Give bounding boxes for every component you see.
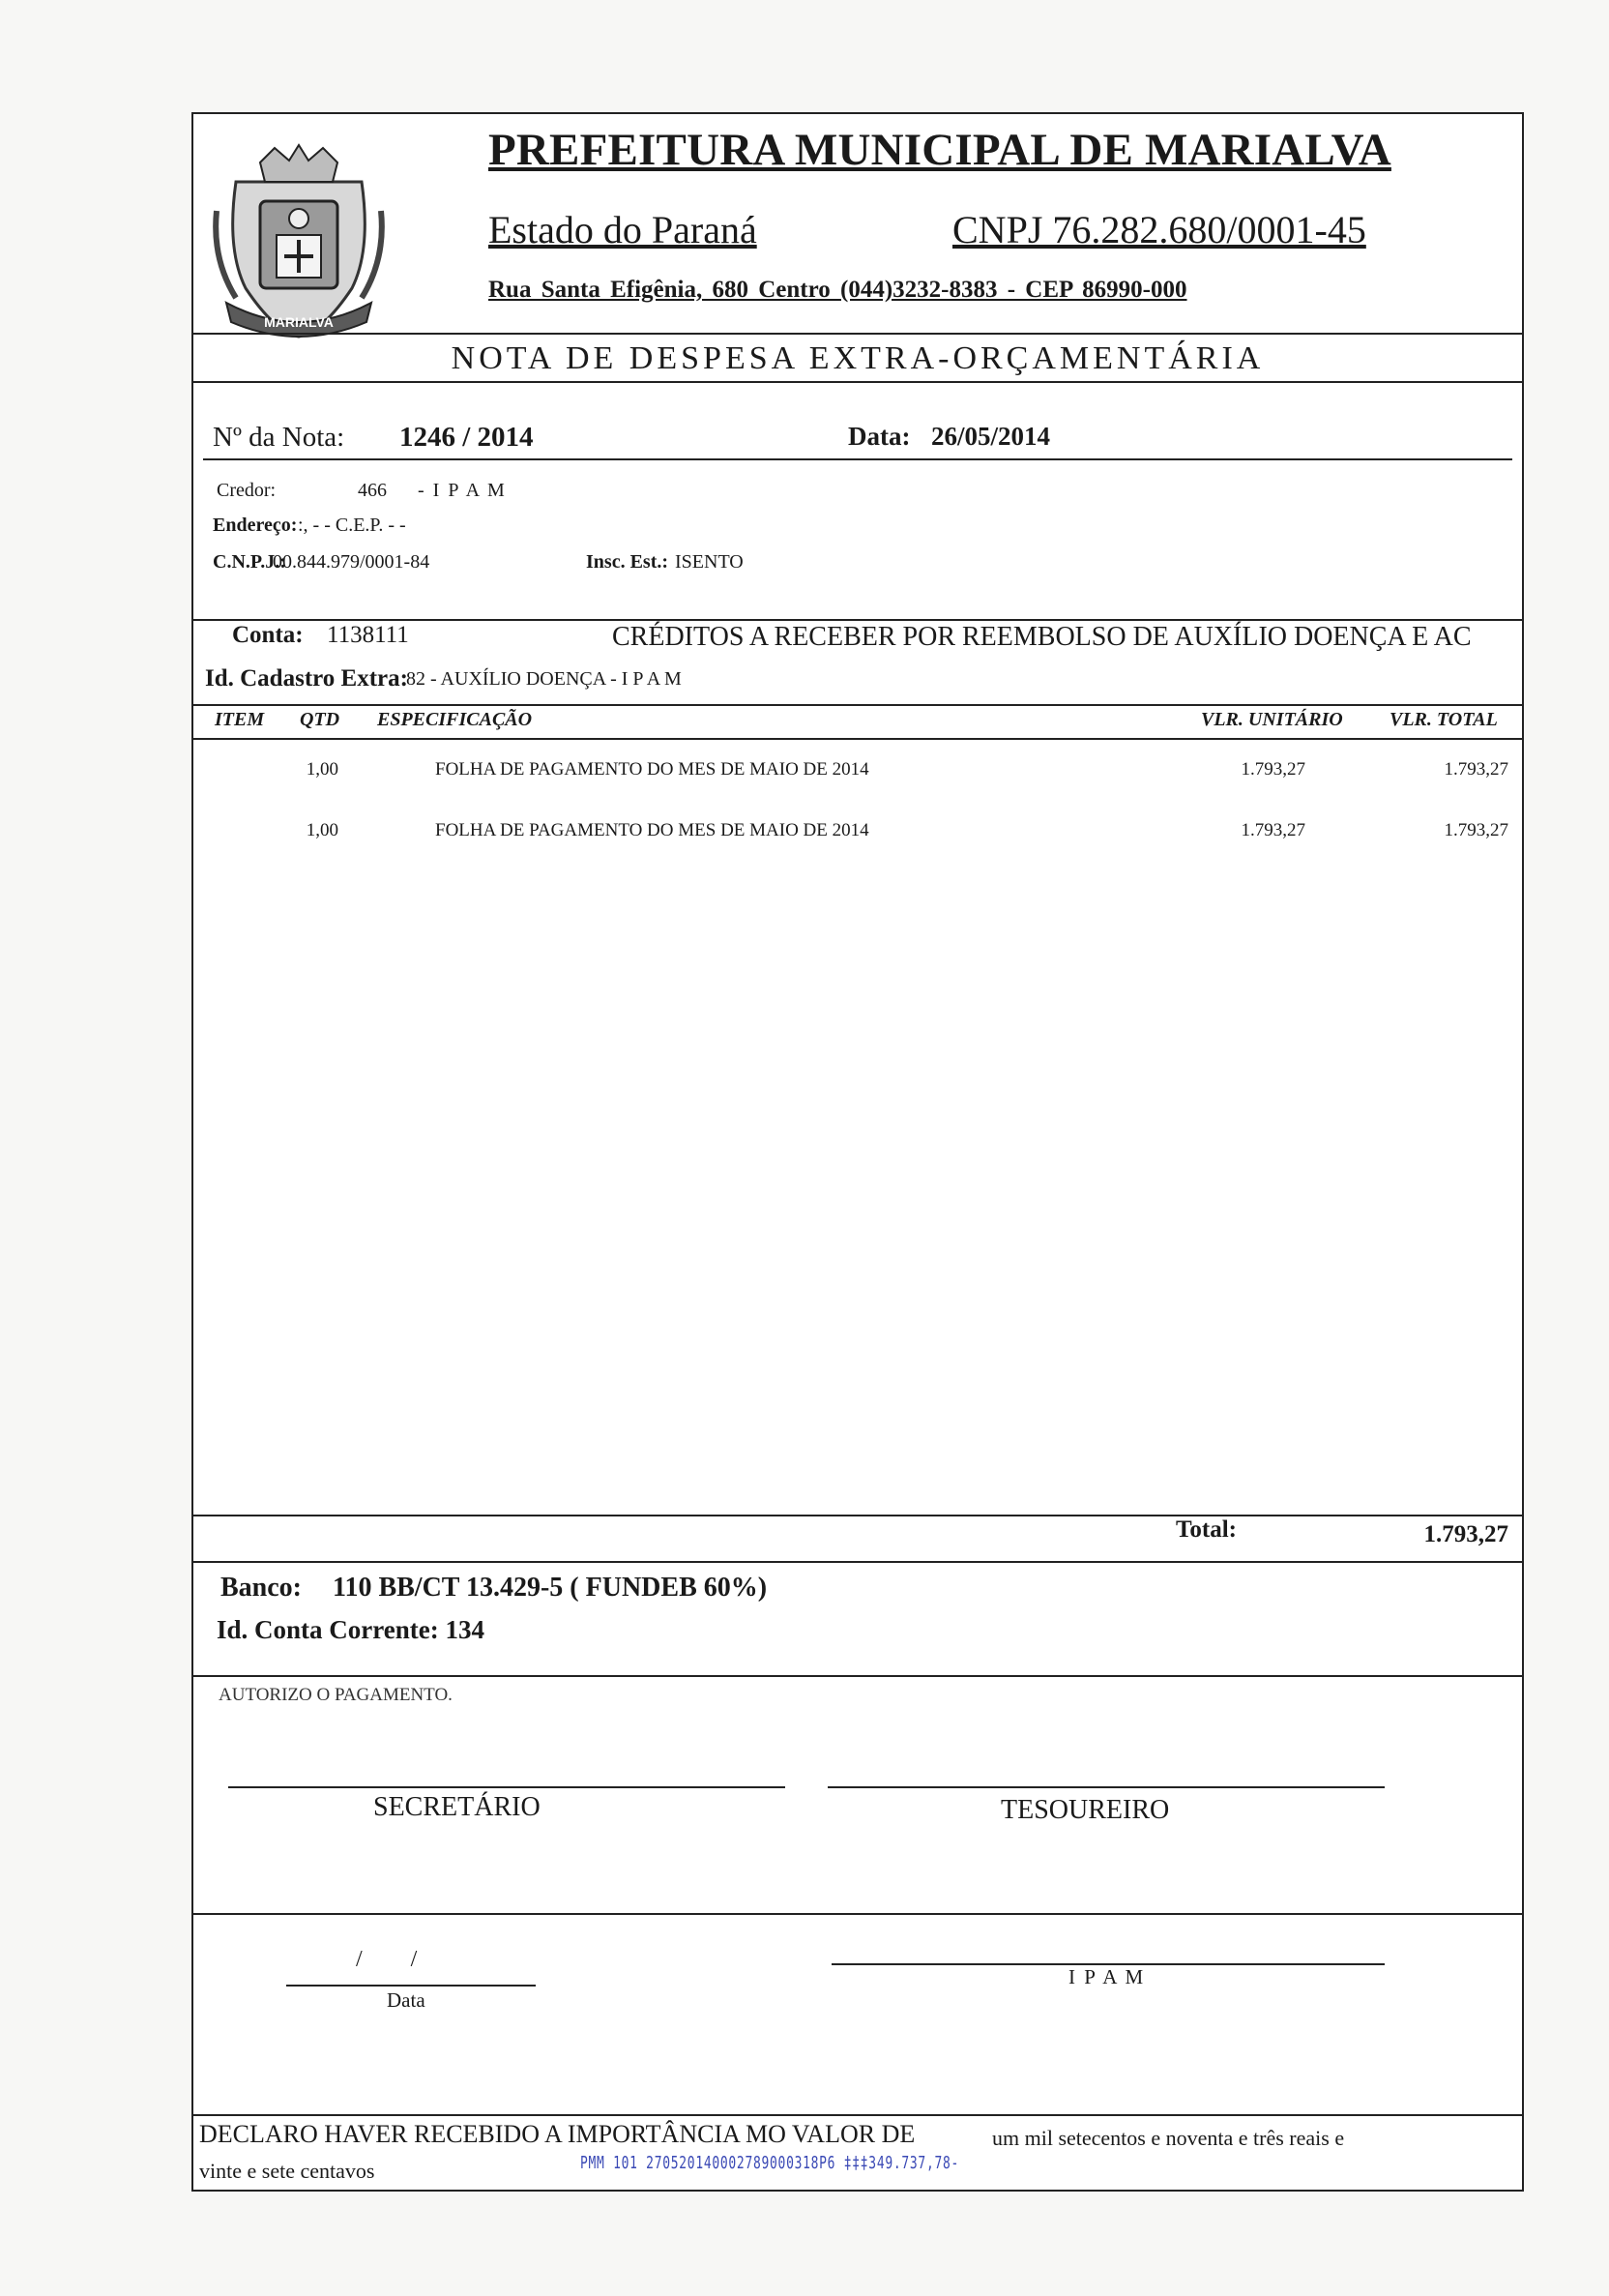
credor-cnpj-value: 00.844.979/0001-84 — [273, 551, 430, 573]
signature-line-tesoureiro — [828, 1786, 1385, 1788]
divider — [193, 381, 1522, 383]
insc-est-label: Insc. Est.: — [586, 551, 669, 573]
col-header-vlr-total: VLR. TOTAL — [1390, 709, 1498, 730]
divider — [193, 738, 1522, 740]
insc-est-value: ISENTO — [675, 551, 744, 573]
divider — [193, 1515, 1522, 1516]
nota-number-value: 1246 / 2014 — [399, 422, 534, 453]
credor-label: Credor: — [217, 480, 277, 501]
row-qtd: 1,00 — [306, 759, 338, 780]
credor-code: 466 — [358, 480, 387, 501]
col-header-especificacao: ESPECIFICAÇÃO — [377, 709, 533, 730]
divider — [193, 1561, 1522, 1563]
divider — [193, 2114, 1522, 2116]
crest-label: MARIALVA — [264, 314, 334, 330]
declaration-text: DECLARO HAVER RECEBIDO A IMPORTÂNCIA MO VALOR DE — [199, 2120, 916, 2148]
state-name: Estado do Paraná — [488, 208, 757, 251]
receipt-date-field: / / — [356, 1947, 439, 1972]
row-especificacao: FOLHA DE PAGAMENTO DO MES DE MAIO DE 2014 — [435, 759, 869, 780]
divider — [193, 704, 1522, 706]
authorization-text: AUTORIZO O PAGAMENTO. — [219, 1685, 453, 1705]
row-vlr-unitario: 1.793,27 — [1241, 820, 1305, 840]
row-vlr-total: 1.793,27 — [1444, 820, 1508, 840]
declaration-amount-continued: vinte e sete centavos — [199, 2159, 375, 2183]
receipt-date-caption: Data — [387, 1988, 425, 2012]
conta-label: Conta: — [232, 622, 304, 648]
nota-date-label: Data: — [848, 422, 911, 451]
tesoureiro-label: TESOUREIRO — [1001, 1795, 1170, 1825]
credor-name: - I P A M — [418, 480, 507, 501]
row-vlr-unitario: 1.793,27 — [1241, 759, 1305, 780]
divider — [193, 1675, 1522, 1677]
address-value: :, - - C.E.P. - - — [298, 515, 406, 536]
secretario-label: SECRETÁRIO — [373, 1792, 541, 1822]
banco-label: Banco: — [220, 1573, 302, 1603]
row-qtd: 1,00 — [306, 820, 338, 840]
cadastro-extra-value: 82 - AUXÍLIO DOENÇA - I P A M — [406, 668, 682, 690]
nota-number-label: Nº da Nota: — [213, 422, 345, 453]
document-title: NOTA DE DESPESA EXTRA-ORÇAMENTÁRIA — [451, 340, 1265, 376]
total-value: 1.793,27 — [1423, 1521, 1508, 1547]
municipality-cnpj: CNPJ 76.282.680/0001-45 — [952, 208, 1366, 251]
row-especificacao: FOLHA DE PAGAMENTO DO MES DE MAIO DE 2014 — [435, 820, 869, 840]
divider — [203, 458, 1512, 460]
row-vlr-total: 1.793,27 — [1444, 759, 1508, 780]
declaration-amount: um mil setecentos e noventa e três reais e — [992, 2126, 1345, 2150]
bank-authentication-stamp: PMM 101 270520140002789000318P6 ‡‡‡349.737,78- — [580, 2153, 960, 2173]
nota-date-value: 26/05/2014 — [931, 422, 1051, 451]
municipality-title: PREFEITURA MUNICIPAL DE MARIALVA — [488, 125, 1391, 175]
col-header-qtd: QTD — [300, 709, 340, 730]
ipam-caption: I P A M — [1068, 1965, 1146, 1988]
receipt-date-line — [286, 1985, 536, 1987]
signature-line-secretario — [228, 1786, 785, 1788]
col-header-vlr-unitario: VLR. UNITÁRIO — [1201, 709, 1343, 730]
credor-cnpj-label: C.N.P.J.: — [213, 551, 286, 573]
address-label: Endereço: — [213, 515, 298, 536]
divider — [193, 619, 1522, 621]
col-header-item: ITEM — [215, 709, 265, 730]
banco-value: 110 BB/CT 13.429-5 ( FUNDEB 60%) — [333, 1573, 768, 1603]
conta-value: 1138111 — [327, 622, 409, 648]
conta-corrente: Id. Conta Corrente: 134 — [217, 1615, 484, 1644]
divider — [193, 333, 1522, 335]
document-sheet — [191, 112, 1524, 2192]
conta-description: CRÉDITOS A RECEBER POR REEMBOLSO DE AUXÍLIO DOENÇA E AC — [612, 622, 1472, 652]
divider — [193, 1913, 1522, 1915]
municipal-crest-icon — [207, 143, 391, 346]
municipality-address: Rua Santa Efigênia, 680 Centro (044)3232-8383 - CEP 86990-000 — [488, 277, 1187, 303]
total-label: Total: — [1176, 1516, 1237, 1543]
cadastro-extra-label: Id. Cadastro Extra: — [205, 665, 408, 692]
